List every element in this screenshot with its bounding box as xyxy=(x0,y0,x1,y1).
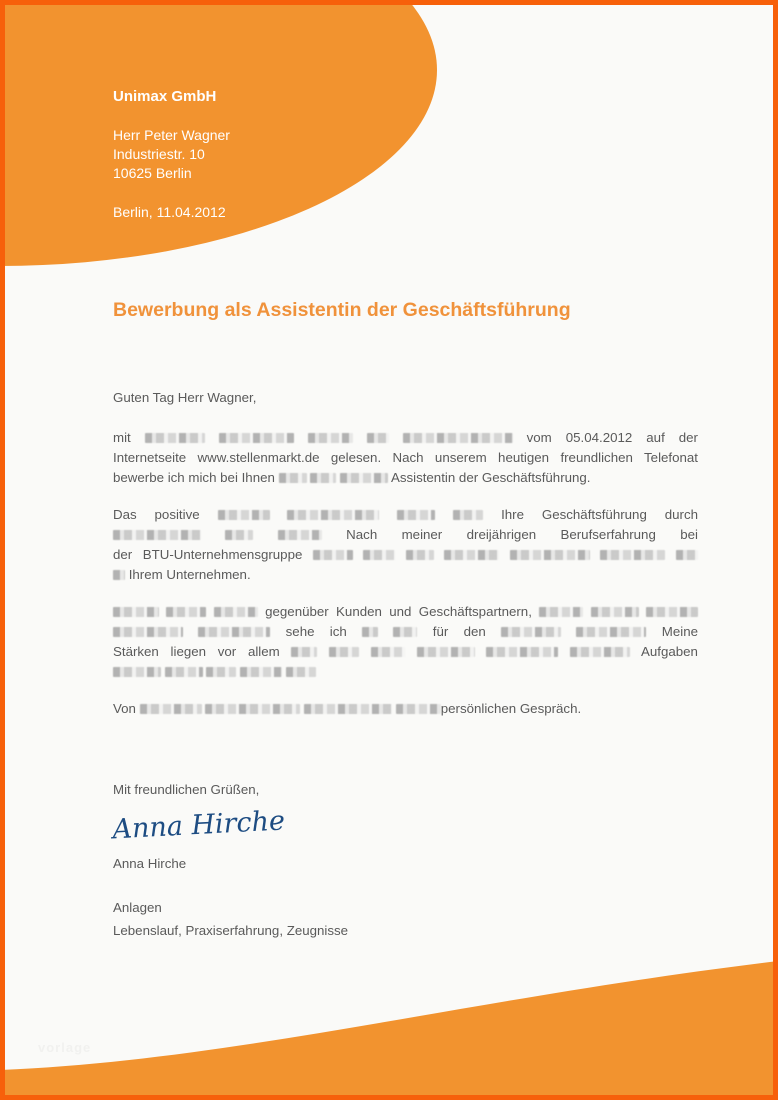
date-line: Berlin, 11.04.2012 xyxy=(113,204,226,220)
letter-content xyxy=(113,298,698,941)
letter-line: mit vom 05.04.2012 auf der xyxy=(113,430,698,445)
redacted-text xyxy=(113,627,183,637)
redacted-text xyxy=(397,510,435,520)
signer-name: Anna Hirche xyxy=(113,856,187,871)
letter-line: Internetseite www.stellenmarkt.de gelesen. Nach unserem heutigen freundlichen Telefonat xyxy=(113,450,698,465)
redacted-text xyxy=(304,704,392,714)
letter-line: Ihrem Unternehmen. xyxy=(113,565,698,585)
paragraph xyxy=(113,428,698,488)
redacted-text xyxy=(291,647,317,657)
redacted-text xyxy=(166,607,206,617)
redacted-text xyxy=(570,647,630,657)
redacted-text xyxy=(218,510,270,520)
redacted-text xyxy=(362,627,378,637)
letter-line: Von persönlichen Gespräch. xyxy=(113,701,582,716)
letter-line: bewerbe ich mich bei Ihnen Assistentin der Geschäftsführung. xyxy=(113,470,591,485)
redacted-text xyxy=(165,667,203,677)
redacted-text xyxy=(510,550,590,560)
redacted-text xyxy=(279,473,307,483)
redacted-text xyxy=(278,530,322,540)
redacted-text xyxy=(219,433,294,443)
paragraph xyxy=(113,602,698,682)
redacted-text xyxy=(393,627,417,637)
footer-wave-shape xyxy=(0,961,778,1100)
letter-line: Das positive Ihre Geschäftsführung durch xyxy=(113,507,698,522)
redacted-text xyxy=(501,627,561,637)
watermark-text: vorlage xyxy=(38,1040,92,1055)
letter-line xyxy=(113,662,698,682)
redacted-text xyxy=(406,550,434,560)
redacted-text xyxy=(417,647,475,657)
redacted-text xyxy=(403,433,513,443)
redacted-text xyxy=(453,510,483,520)
redacted-text xyxy=(329,647,359,657)
redacted-text xyxy=(286,667,316,677)
redacted-text xyxy=(363,550,395,560)
redacted-text xyxy=(444,550,499,560)
redacted-text xyxy=(676,550,698,560)
paragraph xyxy=(113,505,698,585)
redacted-text xyxy=(287,510,379,520)
subject-heading: Bewerbung als Assistentin der Geschäftsführung xyxy=(113,299,571,321)
redacted-text xyxy=(140,704,202,714)
redacted-text xyxy=(367,433,389,443)
redacted-text xyxy=(539,607,583,617)
letter-line: der BTU-Unternehmensgruppe xyxy=(113,545,698,565)
redacted-text xyxy=(396,704,441,714)
redacted-text xyxy=(206,667,236,677)
recipient-name: Herr Peter Wagner xyxy=(113,127,230,143)
redacted-text xyxy=(240,667,282,677)
paragraph xyxy=(113,699,698,719)
redacted-text xyxy=(486,647,558,657)
signature-script-text: Anna Hirche xyxy=(111,805,286,846)
recipient-street: Industriestr. 10 xyxy=(113,146,205,162)
redacted-text xyxy=(225,530,253,540)
enclosures-list: Lebenslauf, Praxiserfahrung, Zeugnisse xyxy=(113,923,349,938)
redacted-text xyxy=(205,704,300,714)
letter-line: gegenüber Kunden und Geschäftspartnern, xyxy=(113,602,698,622)
recipient-address-block xyxy=(113,87,230,222)
redacted-text xyxy=(310,473,336,483)
redacted-text xyxy=(113,607,159,617)
redacted-text xyxy=(308,433,353,443)
redacted-text xyxy=(576,627,646,637)
redacted-text xyxy=(113,570,125,580)
letter-body xyxy=(113,428,698,736)
redacted-text xyxy=(145,433,205,443)
redacted-text xyxy=(591,607,639,617)
closing-line: Mit freundlichen Grüßen, xyxy=(113,782,260,797)
redacted-text xyxy=(214,607,258,617)
redacted-text xyxy=(600,550,665,560)
letter-line: sehe ich für den Meine xyxy=(113,622,698,642)
redacted-text xyxy=(371,647,405,657)
letter-line: Nach meiner dreijährigen Berufserfahrung bei xyxy=(113,525,698,545)
letter-line: Stärken liegen vor allem Aufgaben xyxy=(113,644,698,659)
redacted-text xyxy=(198,627,270,637)
enclosures-label: Anlagen xyxy=(113,900,162,915)
company-name: Unimax GmbH xyxy=(113,88,217,105)
handwritten-signature xyxy=(111,805,286,851)
salutation: Guten Tag Herr Wagner, xyxy=(113,390,257,405)
redacted-text xyxy=(340,473,388,483)
recipient-city: 10625 Berlin xyxy=(113,165,192,181)
redacted-text xyxy=(113,530,201,540)
redacted-text xyxy=(313,550,353,560)
redacted-text xyxy=(646,607,698,617)
redacted-text xyxy=(113,667,161,677)
